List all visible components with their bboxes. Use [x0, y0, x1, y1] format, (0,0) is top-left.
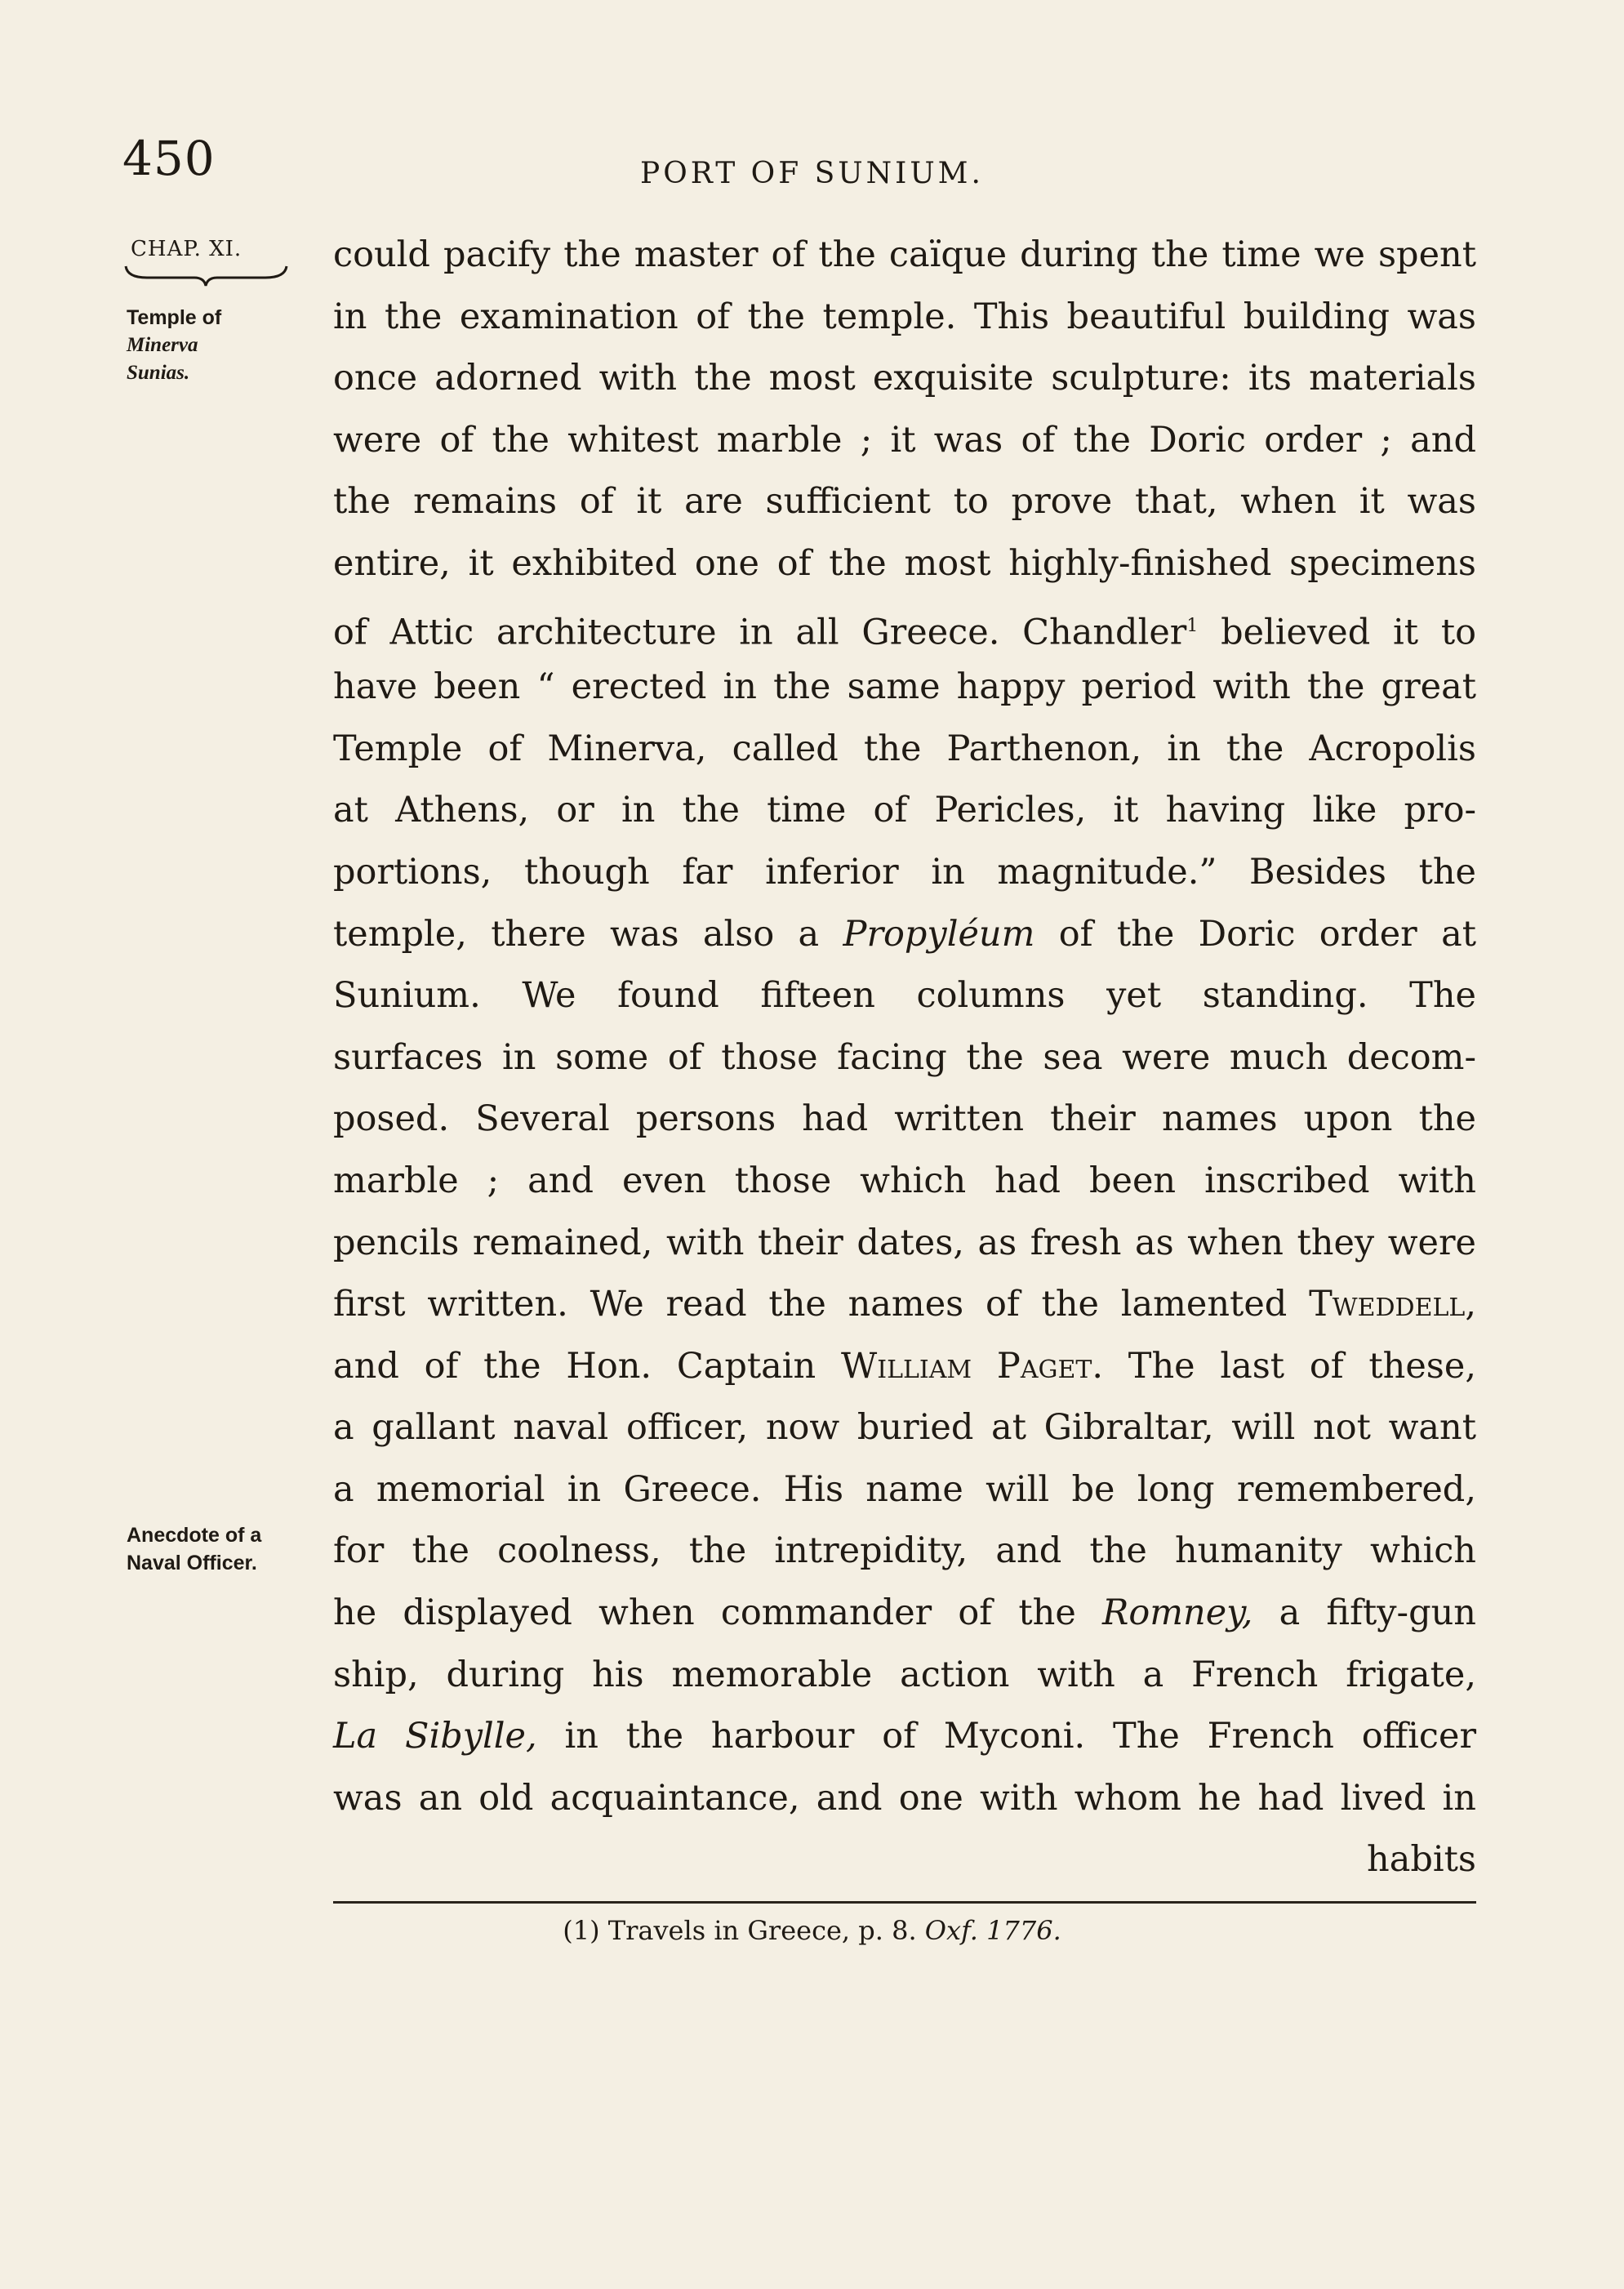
text-segment: La Sibylle, — [333, 1716, 537, 1757]
footnote-place: Oxf. — [924, 1915, 978, 1946]
text-line: surfaces in some of those facing the sea were much decom- — [333, 1036, 1476, 1078]
body-text — [333, 225, 1476, 1891]
chapter-label: CHAP. XI. — [131, 237, 242, 261]
text-segment: of the Doric order at — [1034, 913, 1476, 955]
running-head: PORT OF SUNIUM. — [640, 157, 984, 190]
text-line: a memorial in Greece. His name will be long remembered, — [333, 1468, 1476, 1510]
text-line: was an old acquaintance, and one with whom he had lived in — [333, 1777, 1476, 1819]
margin-note-line: Naval Officer. — [127, 1552, 257, 1574]
text-line: the remains of it are sufficient to prove that, when it was — [333, 481, 1476, 523]
text-segment: Romney, — [1101, 1592, 1253, 1634]
text-segment: believed it to — [1198, 611, 1476, 652]
text-line — [333, 1583, 1476, 1645]
text-line — [333, 1274, 1476, 1336]
text-line: Temple of Minerva, called the Parthenon, in the Acropolis — [333, 728, 1476, 769]
text-segment: first written. We read the names of the lamented — [333, 1284, 1288, 1325]
text-segment: a fifty-gun — [1252, 1592, 1476, 1634]
text-segment: William Paget. — [841, 1345, 1104, 1387]
margin-note-line: Temple of — [127, 306, 222, 329]
text-line: in the examination of the temple. This beautiful building was — [333, 296, 1476, 337]
margin-note-line: Sunias. — [127, 362, 190, 384]
margin-note-line: Anecdote of a — [127, 1524, 262, 1547]
footnote — [0, 1915, 1624, 1946]
margin-note-line: Minerva — [127, 334, 198, 356]
text-line: Sunium. We found fifteen columns yet standing. The — [333, 975, 1476, 1017]
text-line — [333, 1706, 1476, 1768]
text-line — [333, 595, 1476, 657]
text-line: were of the whitest marble ; it was of the Doric order ; and — [333, 419, 1476, 461]
text-segment: Tweddell, — [1309, 1284, 1476, 1325]
brace-ornament — [122, 263, 290, 287]
text-segment: temple, there was also a — [333, 913, 820, 955]
text-line: posed. Several persons had written their names upon the — [333, 1098, 1476, 1140]
text-line — [333, 1336, 1476, 1398]
footnote-marker: (1) — [563, 1915, 600, 1946]
text-line: could pacify the master of the caïque during the time we spent — [333, 234, 1476, 275]
text-segment: The last of these, — [1103, 1345, 1476, 1387]
text-line: entire, it exhibited one of the most highly-finished specimens — [333, 542, 1476, 584]
footnote-ref: 1 — [1186, 615, 1199, 636]
text-line: ship, during his memorable action with a French frigate, — [333, 1654, 1476, 1695]
text-segment: and of the Hon. Captain — [333, 1345, 816, 1387]
catchword: habits — [1367, 1839, 1476, 1881]
text-segment: in the harbour of Myconi. The French officer — [564, 1716, 1476, 1757]
text-segment: he displayed when commander of the — [333, 1592, 1076, 1634]
margin-note-anecdote — [127, 1521, 323, 1577]
text-line: pencils remained, with their dates, as fresh as when they were — [333, 1222, 1476, 1263]
text-segment: of Attic architecture in all Greece. Chandler — [333, 611, 1187, 652]
text-segment: Propyléum — [843, 913, 1035, 955]
text-line: portions, though far inferior in magnitude.” Besides the — [333, 851, 1476, 893]
page-number: 450 — [122, 131, 216, 186]
text-line: have been “ erected in the same happy period with the great — [333, 666, 1476, 708]
text-line: for the coolness, the intrepidity, and the humanity which — [333, 1530, 1476, 1572]
footnote-text: Travels in Greece, p. 8. — [599, 1915, 917, 1946]
text-line: once adorned with the most exquisite sculpture: its materials — [333, 358, 1476, 399]
text-line: marble ; and even those which had been inscribed with — [333, 1160, 1476, 1201]
text-line: a gallant naval officer, now buried at Gibraltar, will not want — [333, 1407, 1476, 1449]
margin-note-temple — [127, 304, 323, 387]
footnote-year: 1776. — [986, 1915, 1061, 1946]
footnote-rule — [333, 1901, 1476, 1904]
text-line: at Athens, or in the time of Pericles, it having like pro- — [333, 790, 1476, 831]
text-line — [333, 904, 1476, 966]
